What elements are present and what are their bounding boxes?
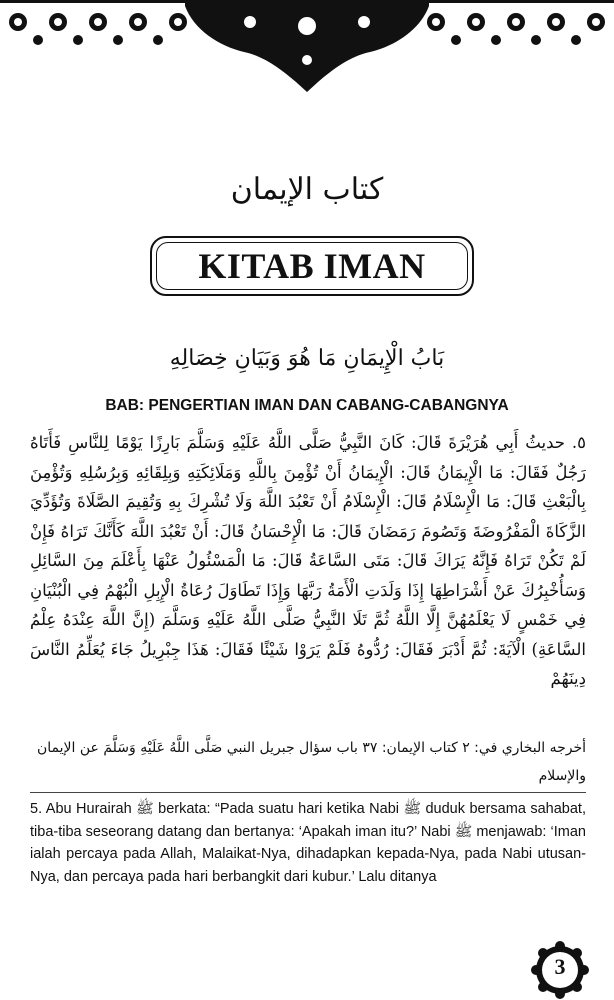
footnote-divider xyxy=(30,792,586,793)
hadith-source-note xyxy=(30,734,586,790)
hadith-arabic-text xyxy=(30,428,586,694)
hadith-translation xyxy=(30,798,586,888)
page-number: 3 xyxy=(554,954,566,979)
translation-paragraph: 5. Abu Hurairah ﷺ berkata: “Pada suatu hari ketika Nabi ﷺ duduk bersama sahabat, tiba-tiba seseorang datang dan bertanya: ‘Apakah iman itu?’ Nabi ﷺ menjawab: ‘Iman ialah percaya pada Allah, Malaikat-Nya, dihadapkan kepada-Nya, pada Nabi utusan-Nya, dan percaya pada hari berbangkit dari kubur.’ Lalu ditanya xyxy=(30,801,586,885)
section-latin-title: BAB: PENGERTIAN IMAN DAN CABANG-CABANGNYA xyxy=(105,397,509,414)
chapter-arabic-title: كتاب الإيمان xyxy=(230,172,384,207)
top-arch-ornament xyxy=(0,0,614,100)
section-arabic-title: بَابُ الْإِيمَانِ مَا هُوَ وَبَيَانِ خِصَالِهِ xyxy=(169,346,445,371)
source-note-text: أخرجه البخاري في: ٢ كتاب الإيمان: ٣٧ باب سؤال جبريل النبي صَلَّى اللَّهُ عَلَيْهِ وَسَلَّمَ عن الإيمان والإسلام xyxy=(37,740,586,784)
chapter-title-frame xyxy=(150,236,474,296)
chapter-english-title: KITAB IMAN xyxy=(198,246,426,286)
hadith-arabic-paragraph: ٥. حديثُ أَبِي هُرَيْرَةَ قَالَ: كَانَ النَّبِيُّ صَلَّى اللَّهُ عَلَيْهِ وَسَلَّمَ بَارِزًا يَوْمًا لِلنَّاسِ فَأَتَاهُ رَجُلٌ فَقَالَ: مَا الْإِيمَانُ قَالَ: الْإِيمَانُ أَنْ تُؤْمِنَ بِاللَّهِ وَمَلَائِكَتِهِ وَبِلِقَائِهِ وَبِرُسُلِهِ وَتُؤْمِنَ بِالْبَعْثِ قَالَ: مَا الْإِسْلَامُ قَالَ: الْإِسْلَامُ أَنْ تَعْبُدَ اللَّهَ وَلَا تُشْرِكَ بِهِ وَتُقِيمَ الصَّلَاةَ وَتُؤَدِّيَ الزَّكَاةَ الْمَفْرُوضَةَ وَتَصُومَ رَمَضَانَ قَالَ: مَا الْإِحْسَانُ قَالَ: أَنْ تَعْبُدَ اللَّهَ كَأَنَّكَ تَرَاهُ فَإِنْ لَمْ تَكُنْ تَرَاهُ فَإِنَّهُ يَرَاكَ قَالَ: مَتَى السَّاعَةُ قَالَ: مَا الْمَسْئُولُ عَنْهَا بِأَعْلَمَ مِنَ السَّائِلِ وَسَأُخْبِرُكَ عَنْ أَشْرَاطِهَا إِذَا وَلَدَتِ الْأَمَةُ رَبَّهَا وَإِذَا تَطَاوَلَ رُعَاةُ الْإِبِلِ الْبُهْمُ فِي الْبُنْيَانِ فِي خَمْسٍ لَا يَعْلَمُهُنَّ إِلَّا اللَّهُ ثُمَّ تَلَا النَّبِيُّ صَلَّى اللَّهُ عَلَيْهِ وَسَلَّمَ (إِنَّ اللَّهَ عِنْدَهُ عِلْمُ السَّاعَةِ) الْآيَةَ: ثُمَّ أَدْبَرَ فَقَالَ: رُدُّوهُ فَلَمْ يَرَوْا شَيْئًا فَقَالَ: هَذَا جِبْرِيلُ جَاءَ يُعَلِّمُ النَّاسَ دِينَهُمْ xyxy=(30,433,586,688)
